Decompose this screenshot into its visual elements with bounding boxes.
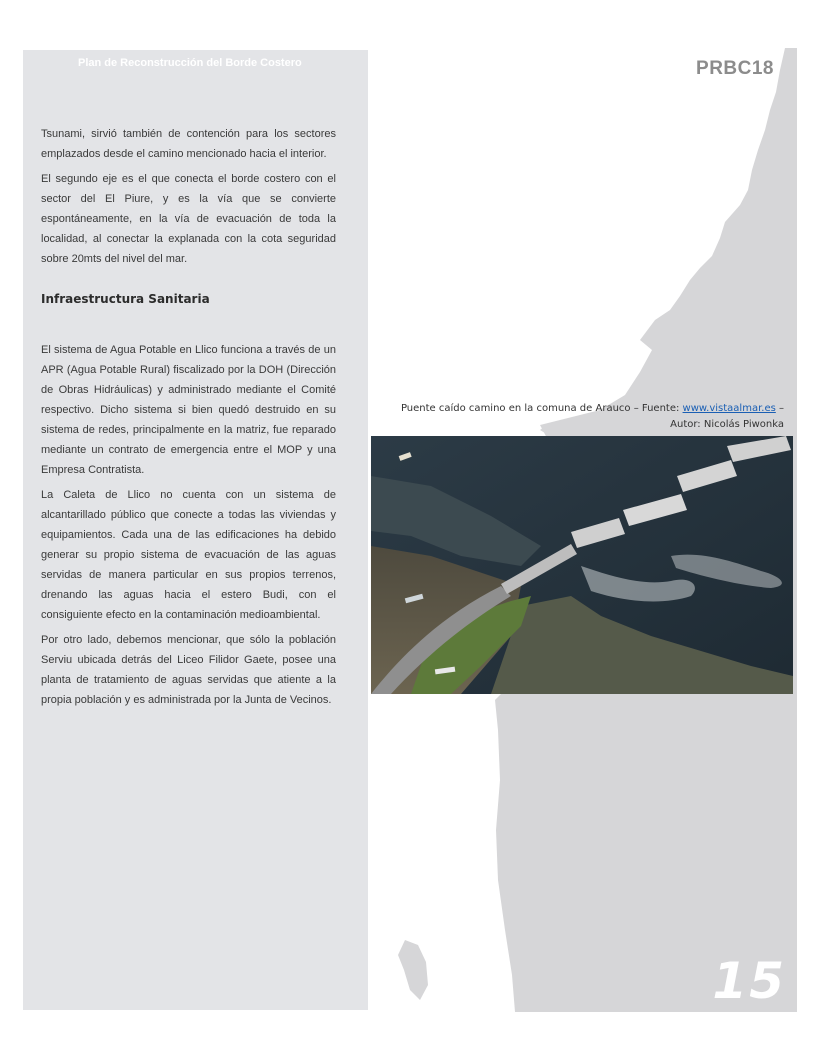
caption-source-link[interactable]: www.vistaalmar.es xyxy=(682,403,776,414)
paragraph: La Caleta de Llico no cuenta con un sistema de alcantarillado público que conecte a todas las viviendas y equipamientos. Cada una de las edificaciones ha debido generar su propio sistema de evacuación de las aguas servidas de manera particular en sus propios terrenos, drenando las aguas hacia el estero Budi, con el consiguiente efecto en la contaminación medioambiental. xyxy=(41,489,336,621)
body-text-bottom xyxy=(41,340,336,715)
paragraph: Tsunami, sirvió también de contención para los sectores emplazados desde el camino mencionado hacia el interior. xyxy=(41,128,336,160)
paragraph: Por otro lado, debemos mencionar, que sólo la población Serviu ubicada detrás del Liceo Filidor Gaete, posee una planta de tratamiento de aguas servidas que atiente a la propia población y es administrada por la Junta de Vecinos. xyxy=(41,634,336,706)
caption-dash: – xyxy=(775,403,784,414)
document-header-title: Plan de Reconstrucción del Borde Costero xyxy=(78,57,302,69)
figure-caption xyxy=(372,401,784,433)
document-code: PRBC18 xyxy=(696,58,774,79)
caption-author: Autor: Nicolás Piwonka xyxy=(670,419,784,430)
paragraph: El sistema de Agua Potable en Llico funciona a través de un APR (Agua Potable Rural) fiscalizado por la DOH (Dirección de Obras Hidráulicas) y administrado mediante el Comité respectivo. Dicho sistema si bien quedó destruido en su sistema de redes, principalmente en la matriz, fue reparado mediante un contrato de emergencia entre el MOP y una Empresa Contratista. xyxy=(41,344,336,476)
section-heading: Infraestructura Sanitaria xyxy=(41,292,210,306)
caption-text: Puente caído camino en la comuna de Arauco – Fuente: xyxy=(400,403,683,414)
collapsed-bridge-photo xyxy=(371,436,793,694)
paragraph: El segundo eje es el que conecta el borde costero con el sector del El Piure, y es la vía que se convierte espontáneamente, en la vía de evacuación de toda la localidad, al conectar la explanada con la cota seguridad sobre 20mts del nivel del mar. xyxy=(41,173,336,265)
body-text-top xyxy=(41,124,336,274)
page-number: 15 xyxy=(712,952,786,1010)
